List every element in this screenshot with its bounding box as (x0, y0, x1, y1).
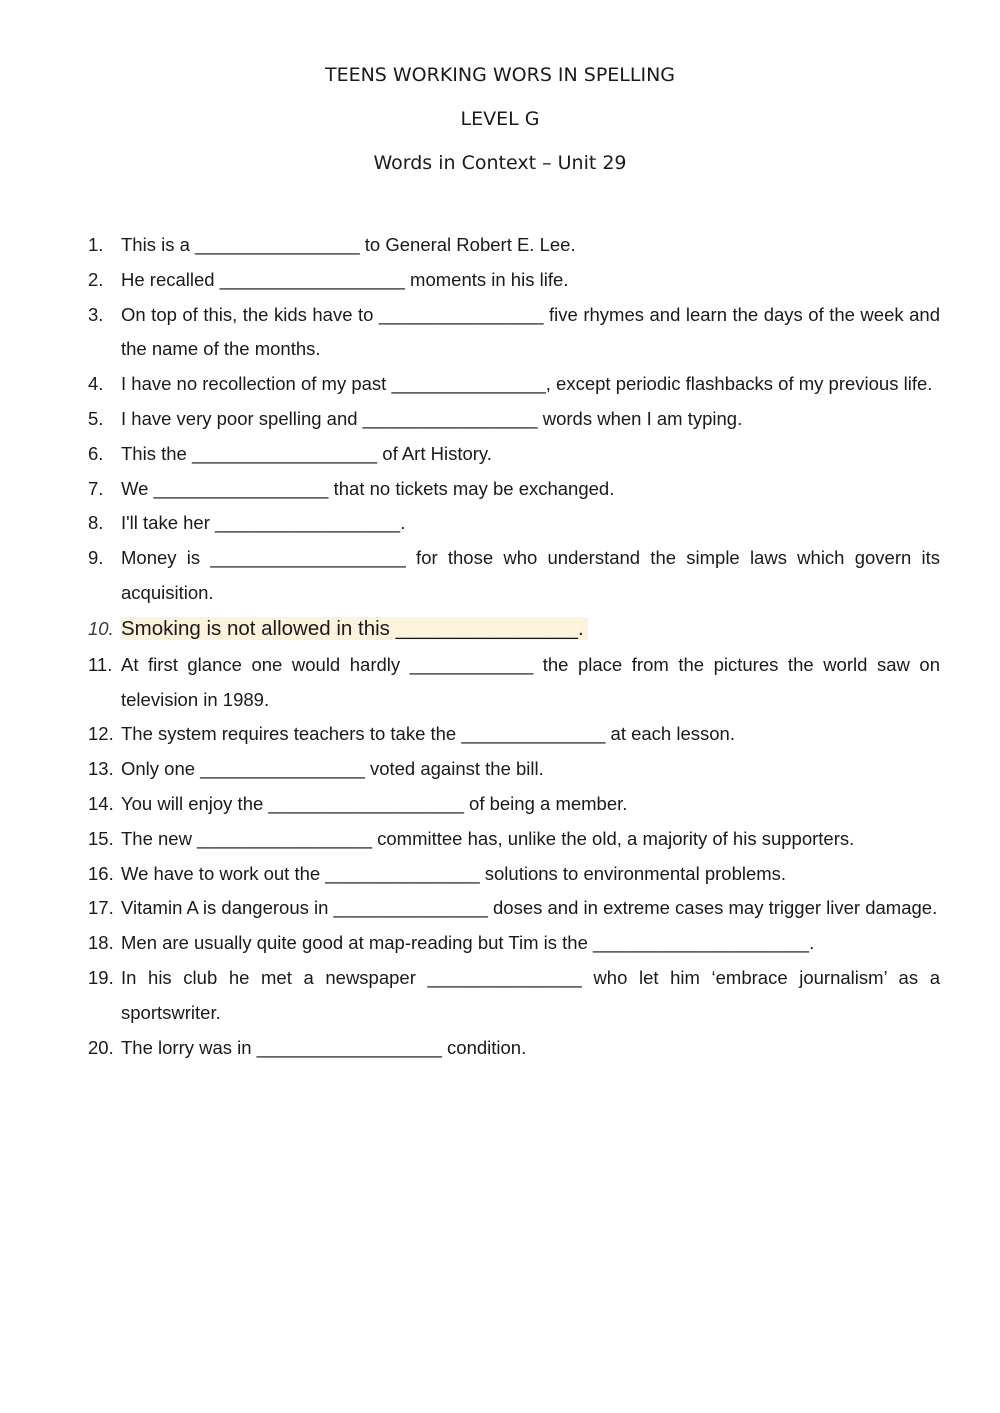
question-text: The system requires teachers to take the ______________ at each lesson. (121, 723, 735, 745)
question-item-13 (88, 752, 940, 787)
question-number: 15. (88, 827, 114, 849)
question-item-12 (88, 717, 940, 752)
question-item-19 (88, 961, 940, 1031)
question-number: 11. (88, 653, 113, 675)
question-item-20 (88, 1031, 940, 1066)
question-item-4 (88, 367, 940, 402)
question-number: 2. (88, 268, 104, 290)
question-item-6 (88, 437, 940, 472)
question-number: 10. (88, 617, 114, 639)
question-item-3 (88, 298, 940, 368)
worksheet-subtitle: Words in Context – Unit 29 (373, 152, 627, 174)
question-item-17 (88, 891, 940, 926)
question-item-10-highlighted (88, 611, 940, 647)
question-item-14 (88, 787, 940, 822)
question-text: Vitamin A is dangerous in _______________ doses and in extreme cases may trigger liver damage. (121, 897, 938, 919)
question-item-2 (88, 263, 940, 298)
question-text: The new _________________ committee has, unlike the old, a majority of his supporters. (121, 827, 855, 849)
question-text: This is a ________________ to General Robert E. Lee. (121, 234, 576, 255)
question-list (88, 228, 940, 1065)
worksheet-level: LEVEL G (460, 108, 540, 130)
question-number: 19. (88, 966, 114, 988)
question-text: Money is ___________________ for those who understand the simple laws which govern its acquisition. (121, 547, 940, 603)
question-item-16 (88, 857, 940, 892)
question-text: I have very poor spelling and _________________ words when I am typing. (121, 407, 743, 429)
question-number: 3. (88, 303, 104, 325)
question-number: 5. (88, 407, 104, 429)
worksheet-title: TEENS WORKING WORS IN SPELLING (324, 64, 676, 86)
question-item-18 (88, 926, 940, 961)
question-number: 1. (88, 234, 104, 255)
question-item-15 (88, 822, 940, 857)
question-number: 17. (88, 897, 114, 919)
question-item-8 (88, 506, 940, 541)
question-text: At first glance one would hardly ____________ the place from the pictures the world saw on television in 1989. (121, 653, 940, 710)
question-number: 12. (88, 723, 114, 745)
question-text: You will enjoy the ___________________ of being a member. (121, 792, 628, 814)
question-item-5 (88, 402, 940, 437)
question-text: Only one ________________ voted against the bill. (121, 758, 544, 780)
question-number: 18. (88, 932, 114, 954)
question-number: 8. (88, 512, 104, 534)
question-item-7 (88, 472, 940, 507)
question-text: Men are usually quite good at map-reading but Tim is the _____________________. (121, 932, 815, 954)
question-text: We _________________ that no tickets may be exchanged. (121, 477, 615, 499)
question-text: The lorry was in __________________ condition. (121, 1036, 527, 1058)
highlighted-text: Smoking is not allowed in this ________________. (121, 617, 588, 640)
question-text: This the __________________ of Art History. (121, 442, 492, 464)
question-number: 4. (88, 373, 104, 395)
question-text: We have to work out the _______________ solutions to environmental problems. (121, 862, 787, 884)
question-text: I have no recollection of my past _______________, except periodic flashbacks of my previous life. (121, 373, 933, 395)
question-number: 13. (88, 758, 114, 780)
question-number: 16. (88, 862, 114, 884)
question-number: 7. (88, 477, 104, 499)
question-item-1 (88, 228, 940, 263)
question-number: 6. (88, 442, 104, 464)
question-text: In his club he met a newspaper _______________ who let him ‘embrace journalism’ as a sportswriter. (121, 966, 940, 1023)
question-number: 14. (88, 792, 114, 814)
question-item-9 (88, 541, 940, 611)
question-text: He recalled __________________ moments in his life. (121, 268, 569, 290)
question-number: 9. (88, 547, 104, 569)
question-number: 20. (88, 1036, 114, 1058)
question-text: I'll take her __________________. (121, 512, 406, 534)
question-text: On top of this, the kids have to ________________ five rhymes and learn the days of the week and the name of the months. (121, 303, 940, 360)
question-text (121, 611, 940, 647)
question-item-11 (88, 648, 940, 718)
